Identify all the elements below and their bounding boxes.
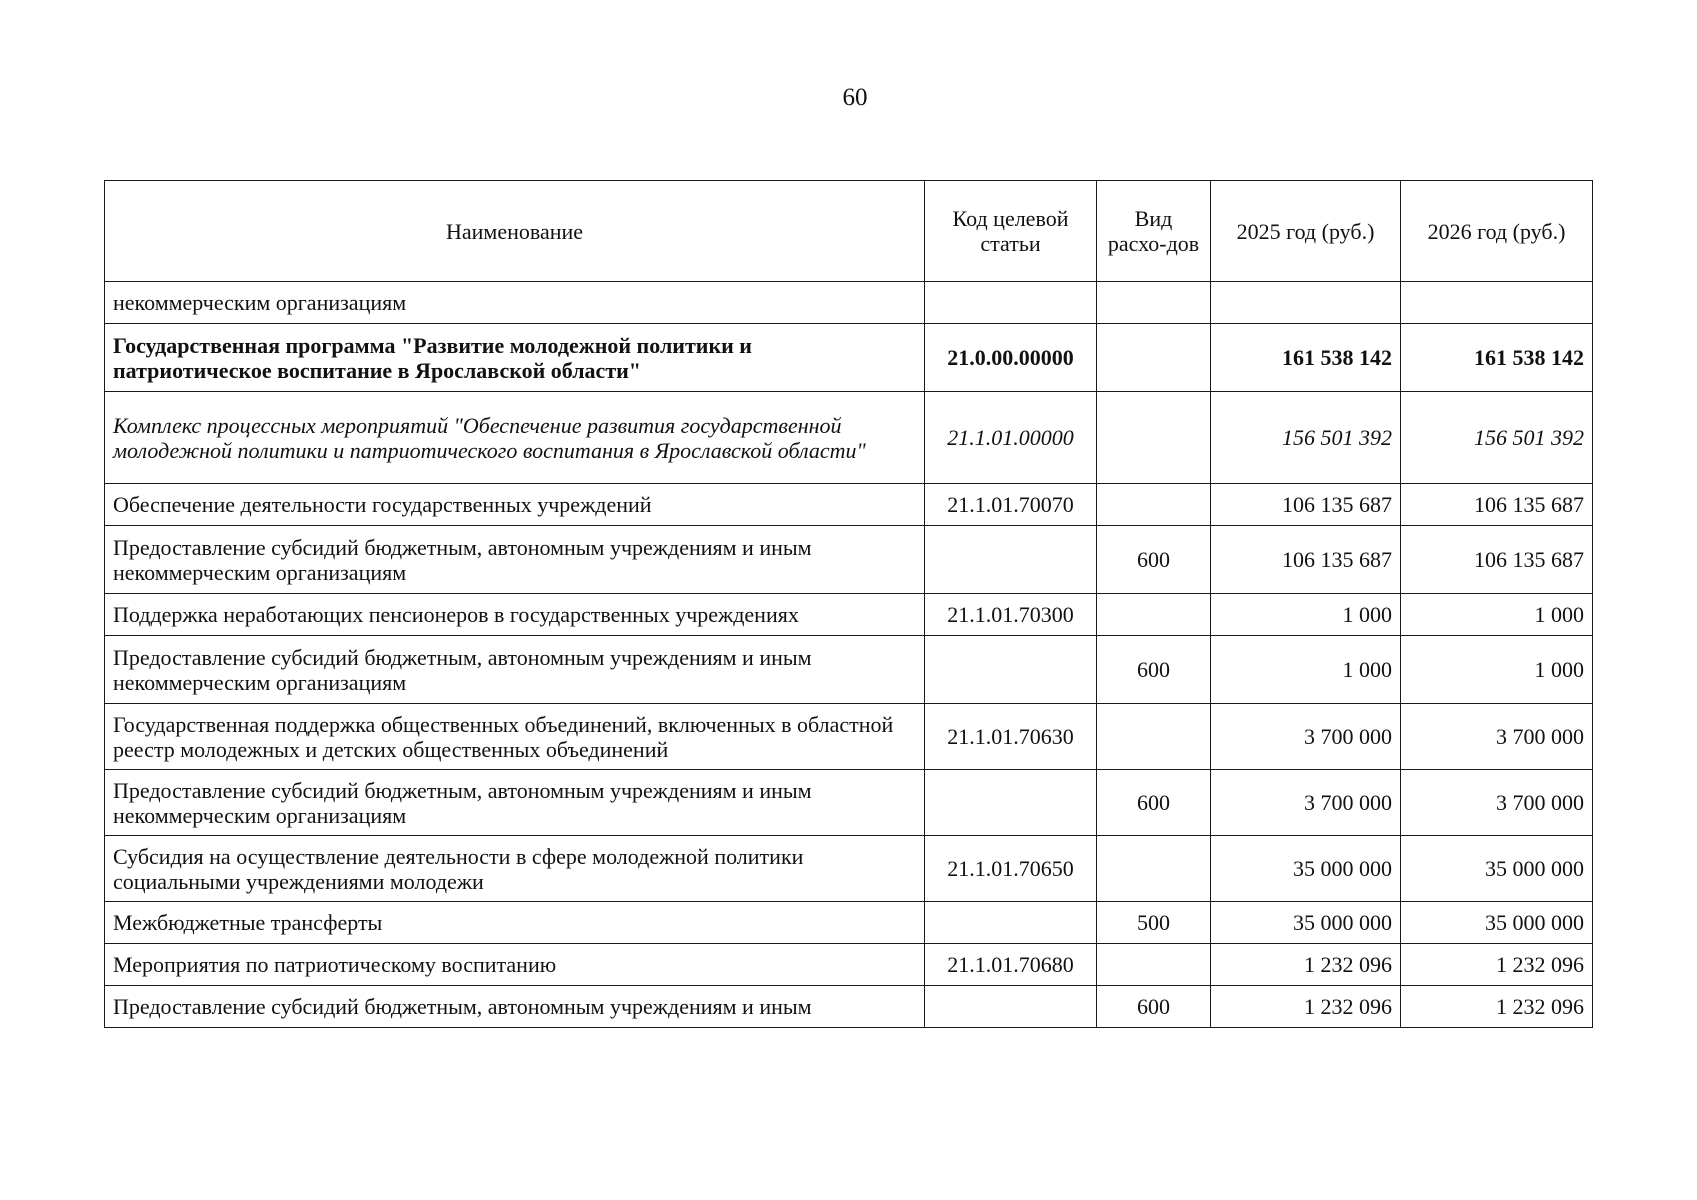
table-row xyxy=(105,986,1593,1028)
cell-y2026: 161 538 142 xyxy=(1401,324,1593,392)
cell-code: 21.1.01.70070 xyxy=(925,484,1097,526)
cell-name: Предоставление субсидий бюджетным, автономным учреждениям и иным xyxy=(105,986,925,1028)
cell-y2026 xyxy=(1401,282,1593,324)
cell-y2025: 156 501 392 xyxy=(1211,392,1401,484)
header-code: Код целевой статьи xyxy=(925,181,1097,282)
cell-code: 21.1.01.70630 xyxy=(925,704,1097,770)
cell-code xyxy=(925,636,1097,704)
cell-y2025: 35 000 000 xyxy=(1211,902,1401,944)
cell-kind: 500 xyxy=(1097,902,1211,944)
table-row xyxy=(105,594,1593,636)
cell-y2026: 1 232 096 xyxy=(1401,986,1593,1028)
cell-y2025: 1 232 096 xyxy=(1211,944,1401,986)
table-row xyxy=(105,770,1593,836)
cell-name: Поддержка неработающих пенсионеров в государственных учреждениях xyxy=(105,594,925,636)
cell-name: Межбюджетные трансферты xyxy=(105,902,925,944)
cell-code xyxy=(925,526,1097,594)
cell-kind xyxy=(1097,594,1211,636)
table-row xyxy=(105,526,1593,594)
cell-kind: 600 xyxy=(1097,526,1211,594)
cell-kind xyxy=(1097,704,1211,770)
table-row xyxy=(105,636,1593,704)
table-row xyxy=(105,836,1593,902)
cell-code xyxy=(925,986,1097,1028)
cell-y2026: 35 000 000 xyxy=(1401,836,1593,902)
cell-y2025: 3 700 000 xyxy=(1211,770,1401,836)
cell-y2026: 35 000 000 xyxy=(1401,902,1593,944)
cell-y2025: 1 232 096 xyxy=(1211,986,1401,1028)
cell-y2025: 161 538 142 xyxy=(1211,324,1401,392)
table-row xyxy=(105,902,1593,944)
cell-kind xyxy=(1097,944,1211,986)
cell-code: 21.1.01.70300 xyxy=(925,594,1097,636)
table-header-row xyxy=(105,181,1593,282)
cell-y2026: 106 135 687 xyxy=(1401,526,1593,594)
cell-y2025: 106 135 687 xyxy=(1211,526,1401,594)
table-row xyxy=(105,324,1593,392)
cell-y2025: 3 700 000 xyxy=(1211,704,1401,770)
cell-kind xyxy=(1097,324,1211,392)
cell-y2025: 1 000 xyxy=(1211,594,1401,636)
header-2026: 2026 год (руб.) xyxy=(1401,181,1593,282)
cell-code: 21.1.01.70680 xyxy=(925,944,1097,986)
cell-kind: 600 xyxy=(1097,636,1211,704)
cell-code xyxy=(925,902,1097,944)
table-row xyxy=(105,392,1593,484)
cell-name: Государственная программа "Развитие молодежной политики и патриотическое воспитание в Ярославской области" xyxy=(105,324,925,392)
cell-y2026: 3 700 000 xyxy=(1401,770,1593,836)
cell-name: Мероприятия по патриотическому воспитанию xyxy=(105,944,925,986)
cell-y2026: 1 000 xyxy=(1401,594,1593,636)
header-kind: Вид расхо-дов xyxy=(1097,181,1211,282)
table-body xyxy=(105,282,1593,1028)
cell-code: 21.0.00.00000 xyxy=(925,324,1097,392)
cell-name: некоммерческим организациям xyxy=(105,282,925,324)
budget-table xyxy=(104,180,1593,1028)
cell-code xyxy=(925,770,1097,836)
header-name: Наименование xyxy=(105,181,925,282)
cell-name: Предоставление субсидий бюджетным, автономным учреждениям и иным некоммерческим организациям xyxy=(105,636,925,704)
table-row xyxy=(105,484,1593,526)
cell-y2025: 35 000 000 xyxy=(1211,836,1401,902)
cell-name: Предоставление субсидий бюджетным, автономным учреждениям и иным некоммерческим организациям xyxy=(105,526,925,594)
cell-code xyxy=(925,282,1097,324)
cell-kind xyxy=(1097,484,1211,526)
cell-code: 21.1.01.70650 xyxy=(925,836,1097,902)
table-row xyxy=(105,944,1593,986)
cell-y2025 xyxy=(1211,282,1401,324)
cell-y2026: 3 700 000 xyxy=(1401,704,1593,770)
page-number: 60 xyxy=(842,84,868,111)
cell-kind xyxy=(1097,392,1211,484)
cell-y2026: 106 135 687 xyxy=(1401,484,1593,526)
cell-y2025: 1 000 xyxy=(1211,636,1401,704)
cell-kind: 600 xyxy=(1097,986,1211,1028)
cell-name: Предоставление субсидий бюджетным, автономным учреждениям и иным некоммерческим организациям xyxy=(105,770,925,836)
cell-kind xyxy=(1097,282,1211,324)
cell-kind xyxy=(1097,836,1211,902)
header-2025: 2025 год (руб.) xyxy=(1211,181,1401,282)
cell-name: Обеспечение деятельности государственных учреждений xyxy=(105,484,925,526)
table-row xyxy=(105,282,1593,324)
cell-y2025: 106 135 687 xyxy=(1211,484,1401,526)
cell-code: 21.1.01.00000 xyxy=(925,392,1097,484)
table-row xyxy=(105,704,1593,770)
cell-y2026: 1 000 xyxy=(1401,636,1593,704)
cell-kind: 600 xyxy=(1097,770,1211,836)
cell-name: Государственная поддержка общественных объединений, включенных в областной реестр молодежных и детских общественных объединений xyxy=(105,704,925,770)
cell-y2026: 1 232 096 xyxy=(1401,944,1593,986)
cell-y2026: 156 501 392 xyxy=(1401,392,1593,484)
cell-name: Комплекс процессных мероприятий "Обеспечение развития государственной молодежной политики и патриотического воспитания в Ярославской области" xyxy=(105,392,925,484)
cell-name: Субсидия на осуществление деятельности в сфере молодежной политики социальными учреждениями молодежи xyxy=(105,836,925,902)
